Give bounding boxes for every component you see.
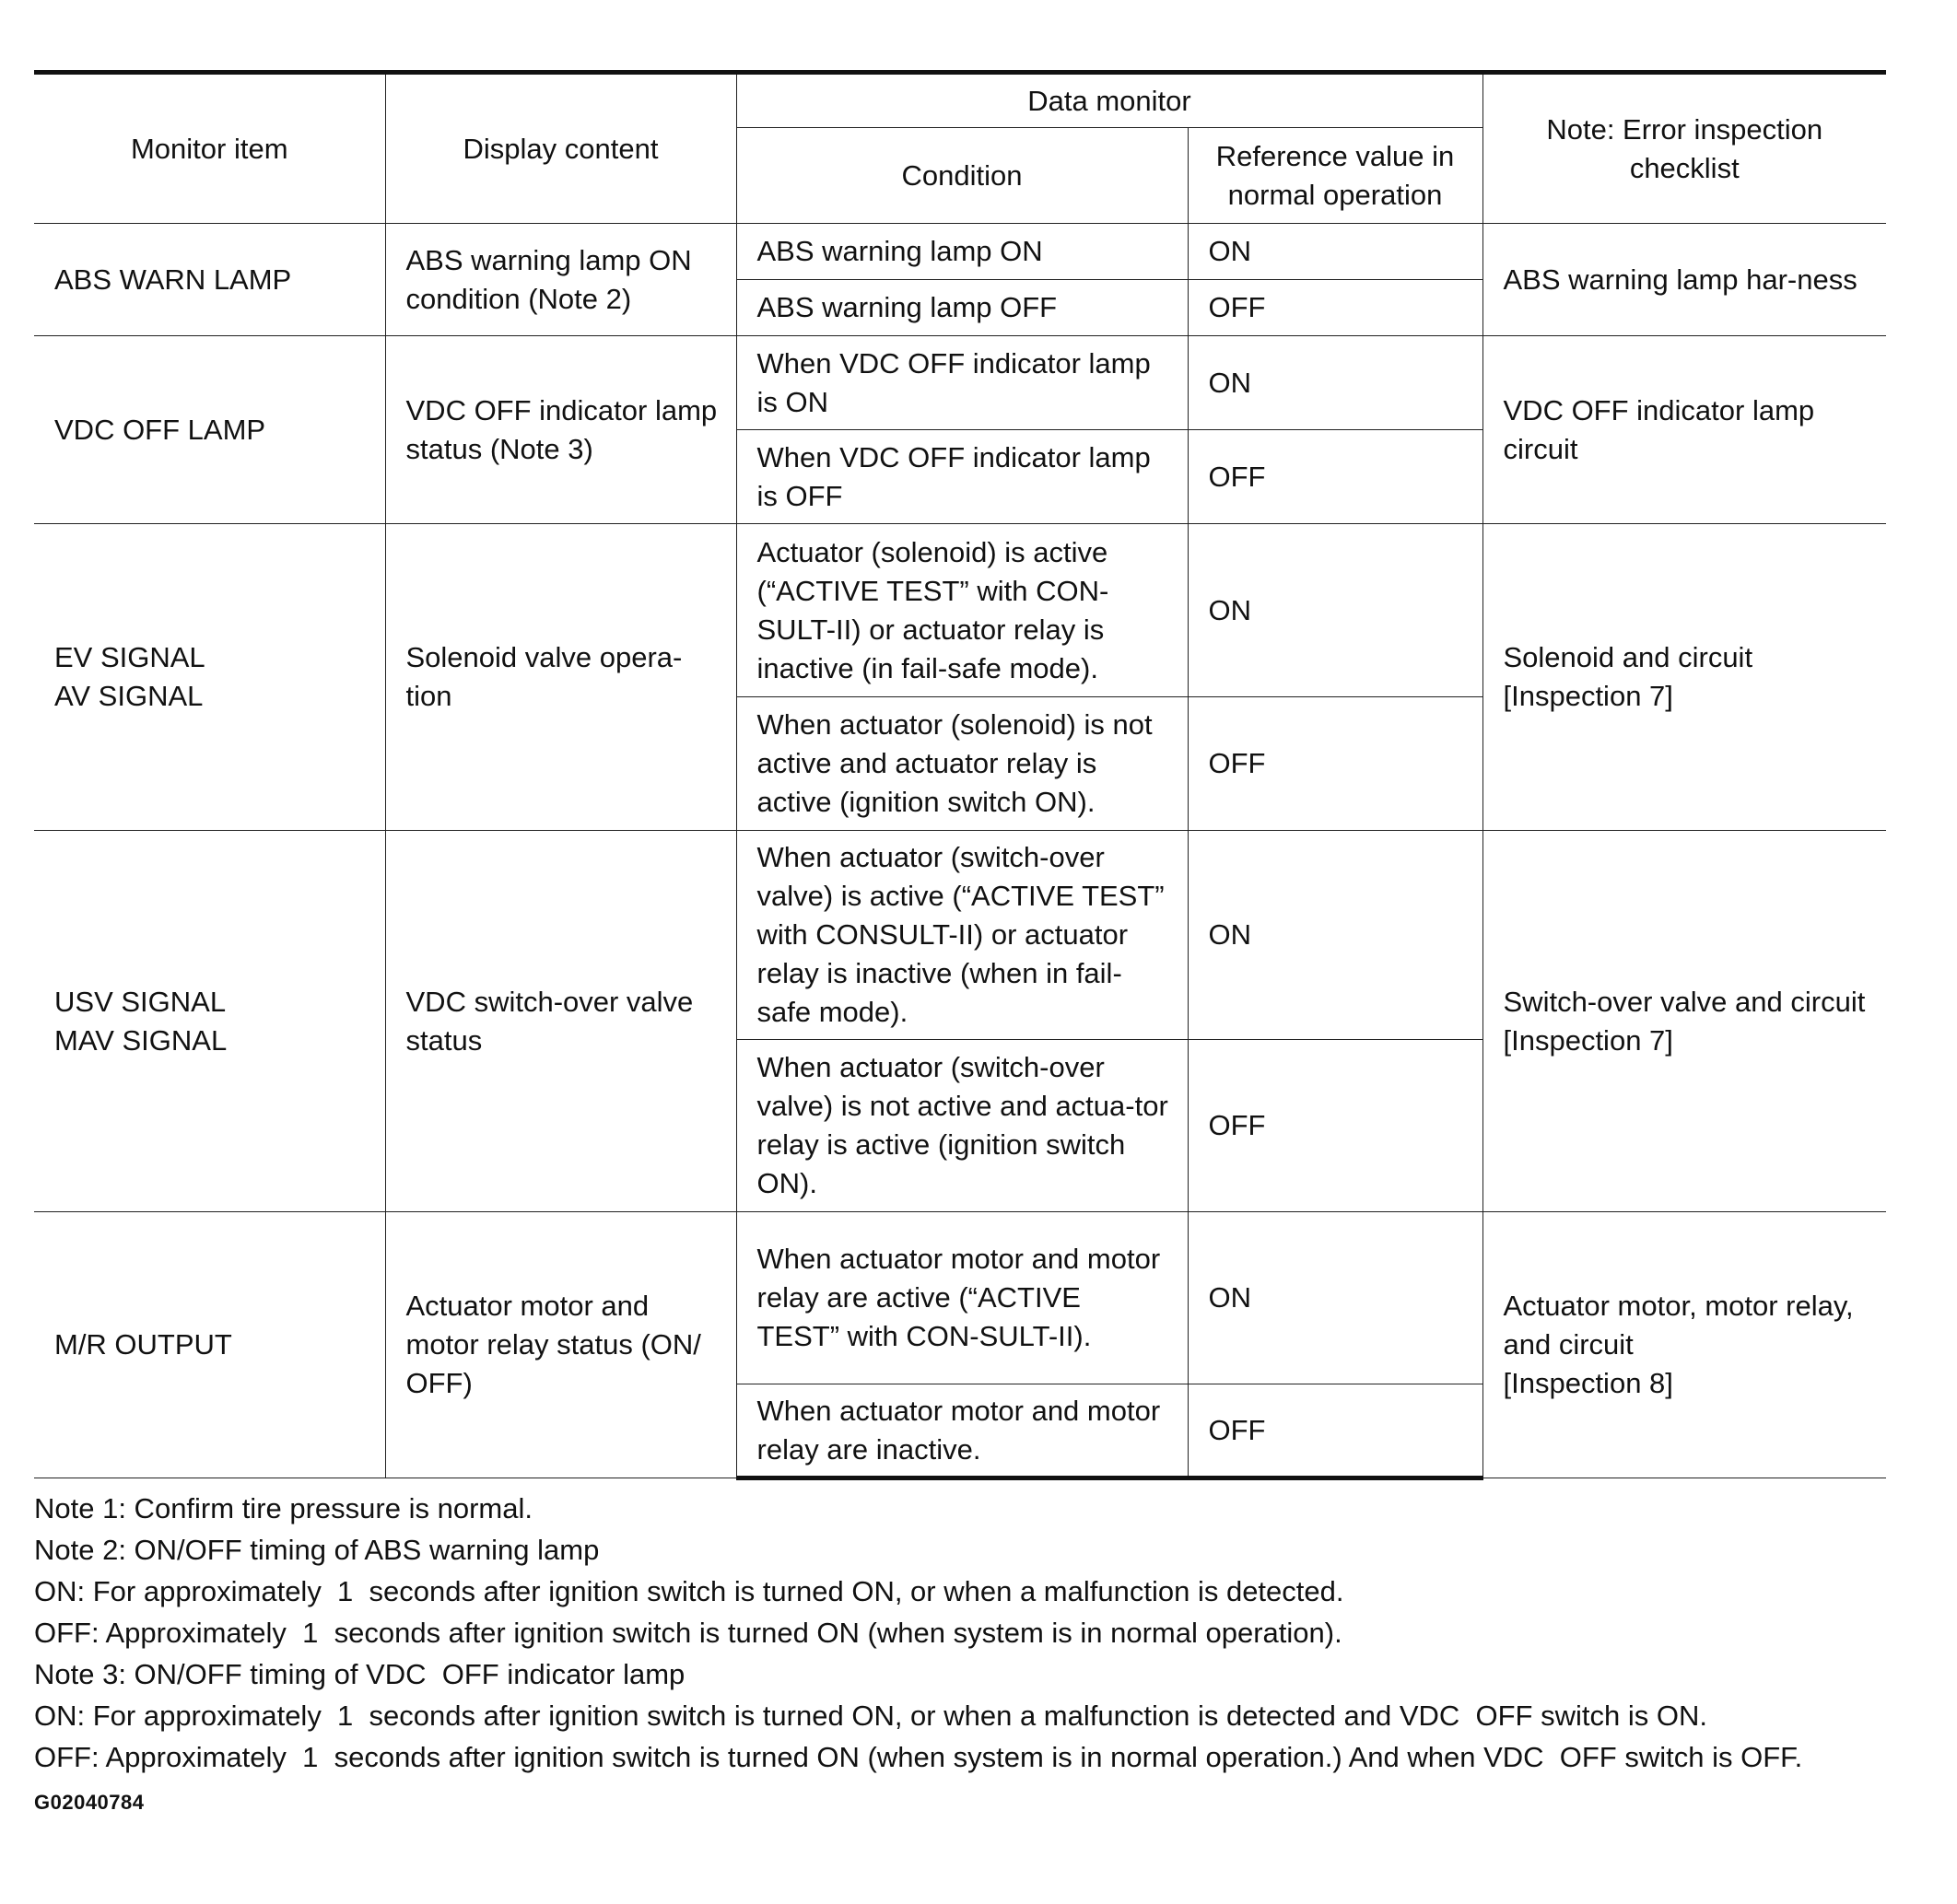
- monitor-item-line: EV SIGNAL: [54, 641, 205, 673]
- note-line: [Inspection 7]: [1503, 1023, 1673, 1057]
- reference-value-cell: OFF: [1188, 1384, 1482, 1478]
- monitor-item-cell: [34, 224, 385, 336]
- condition-cell: Actuator (solenoid) is active (“ACTIVE TEST” with CON-SULT-II) or actuator relay is inactive (in fail-safe mode).: [736, 524, 1188, 697]
- reference-value-cell: OFF: [1188, 430, 1482, 524]
- monitor-item-cell: [34, 831, 385, 1212]
- monitor-item-cell: [34, 336, 385, 524]
- reference-value-cell: ON: [1188, 336, 1482, 430]
- note-cell: [1482, 1212, 1886, 1478]
- display-content-cell: ABS warning lamp ON condition (Note 2): [385, 224, 736, 336]
- header-reference-value: Reference value in normal operation: [1188, 128, 1482, 224]
- condition-cell: When VDC OFF indicator lamp is OFF: [736, 430, 1188, 524]
- note-line: [Inspection 7]: [1503, 680, 1673, 712]
- data-monitor-table: [34, 70, 1886, 1480]
- monitor-item-line: USV SIGNAL: [54, 985, 227, 1018]
- reference-value-cell: OFF: [1188, 697, 1482, 831]
- note-3-on: ON: For approximately 1 seconds after ignition switch is turned ON, or when a malfunction is detected and VDC OFF switch is ON.: [34, 1700, 1707, 1732]
- display-content-cell: Actuator motor and motor relay status (ON/ OFF): [385, 1212, 736, 1478]
- note-cell: [1482, 524, 1886, 831]
- monitor-item-line: M/R OUTPUT: [54, 1328, 232, 1361]
- note-line: [Inspection 8]: [1503, 1367, 1673, 1399]
- condition-cell: When actuator motor and motor relay are inactive.: [736, 1384, 1188, 1478]
- condition-cell: ABS warning lamp OFF: [736, 280, 1188, 336]
- monitor-item-line: VDC OFF LAMP: [54, 413, 266, 446]
- reference-value-cell: ON: [1188, 831, 1482, 1040]
- monitor-item-cell: [34, 1212, 385, 1478]
- note-line: ABS warning lamp har-ness: [1503, 263, 1857, 296]
- display-content-cell: VDC OFF indicator lamp status (Note 3): [385, 336, 736, 524]
- monitor-item-line: AV SIGNAL: [54, 680, 204, 712]
- display-content-cell: Solenoid valve opera-tion: [385, 524, 736, 831]
- display-content-cell: VDC switch-over valve status: [385, 831, 736, 1212]
- monitor-item-cell: [34, 524, 385, 831]
- note-2-on: ON: For approximately 1 seconds after ignition switch is turned ON, or when a malfunction is detected.: [34, 1575, 1344, 1607]
- condition-cell: When actuator (switch-over valve) is not active and actua-tor relay is active (ignition switch ON).: [736, 1040, 1188, 1212]
- note-2-off: OFF: Approximately 1 seconds after ignition switch is turned ON (when system is in normal operation).: [34, 1617, 1342, 1649]
- note-3-off: OFF: Approximately 1 seconds after ignition switch is turned ON (when system is in normal operation.) And when VDC OFF switch is OFF.: [34, 1741, 1803, 1773]
- condition-cell: When actuator (solenoid) is not active and actuator relay is active (ignition switch ON).: [736, 697, 1188, 831]
- note-2: Note 2: ON/OFF timing of ABS warning lamp: [34, 1534, 600, 1566]
- note-1: Note 1: Confirm tire pressure is normal.: [34, 1492, 533, 1524]
- header-data-monitor: Data monitor: [736, 73, 1482, 128]
- note-3: Note 3: ON/OFF timing of VDC OFF indicator lamp: [34, 1658, 686, 1690]
- note-cell: [1482, 336, 1886, 524]
- condition-cell: When actuator (switch-over valve) is active (“ACTIVE TEST” with CONSULT-II) or actuator relay is inactive (when in fail-safe mode).: [736, 831, 1188, 1040]
- reference-value-cell: OFF: [1188, 280, 1482, 336]
- footnotes: [34, 1488, 1886, 1778]
- note-cell: [1482, 224, 1886, 336]
- condition-cell: ABS warning lamp ON: [736, 224, 1188, 280]
- header-condition: Condition: [736, 128, 1188, 224]
- header-display-content: Display content: [385, 73, 736, 224]
- note-line: Switch-over valve and circuit: [1503, 985, 1866, 1018]
- note-line: VDC OFF indicator lamp circuit: [1503, 393, 1815, 465]
- monitor-item-line: ABS WARN LAMP: [54, 263, 292, 296]
- header-note: Note: Error inspection checklist: [1482, 73, 1886, 224]
- note-line: Actuator motor, motor relay, and circuit: [1503, 1290, 1854, 1361]
- condition-cell: When actuator motor and motor relay are active (“ACTIVE TEST” with CON-SULT-II).: [736, 1212, 1188, 1384]
- figure-code: G02040784: [34, 1791, 145, 1814]
- reference-value-cell: OFF: [1188, 1040, 1482, 1212]
- monitor-item-line: MAV SIGNAL: [54, 1023, 228, 1057]
- condition-cell: When VDC OFF indicator lamp is ON: [736, 336, 1188, 430]
- document: [34, 70, 1886, 1815]
- reference-value-cell: ON: [1188, 524, 1482, 697]
- reference-value-cell: ON: [1188, 224, 1482, 280]
- reference-value-cell: ON: [1188, 1212, 1482, 1384]
- note-cell: [1482, 831, 1886, 1212]
- note-line: Solenoid and circuit: [1503, 641, 1753, 673]
- header-monitor-item: Monitor item: [34, 73, 385, 224]
